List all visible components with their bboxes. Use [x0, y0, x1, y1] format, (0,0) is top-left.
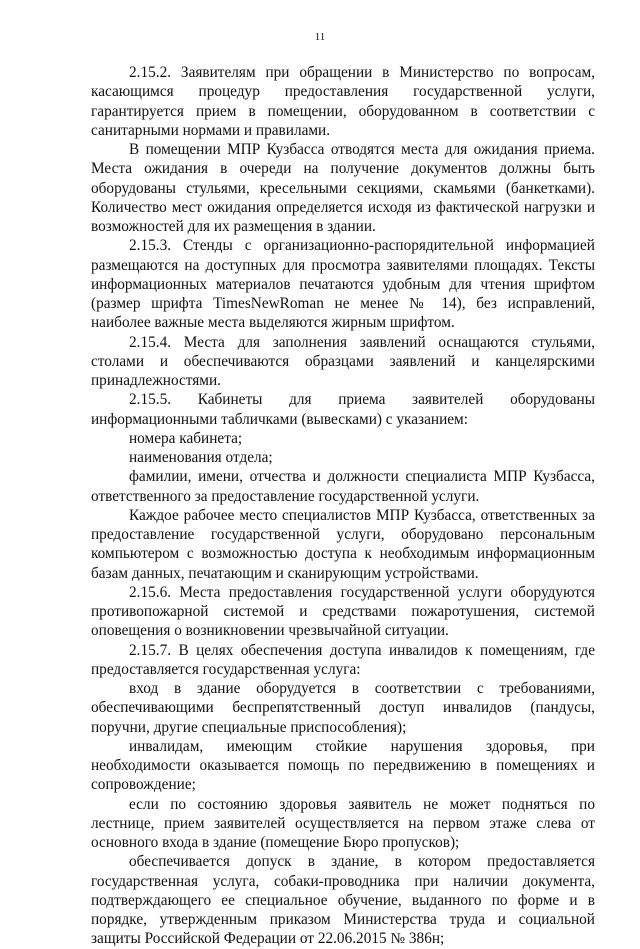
- paragraph-2-15-3: 2.15.3. Стенды с организационно-распорядительной информацией размещаются на доступных для просмотра заявителями площадях. Тексты информационных материалов печатаются удобным для чтения шрифтом (размер шрифта TimesNewRoman не менее № 14), без исправлений, наиболее важные места выделяются жирным шрифтом.: [91, 237, 595, 332]
- paragraph-2-15-7: 2.15.7. В целях обеспечения доступа инвалидов к помещениям, где предоставляется государственная услуга:: [91, 641, 595, 678]
- list-item-cabinet-number: номера кабинета;: [129, 429, 243, 447]
- paragraph-2-15-6: 2.15.6. Места предоставления государственной услуги оборудуются противопожарной системой и средствами пожаротушения, системой оповещения о возникновении чрезвычайной ситуации.: [91, 583, 595, 640]
- document-body: [91, 63, 595, 949]
- list-item-department-name: наименования отдела;: [129, 449, 273, 466]
- page-number: 11: [314, 31, 326, 43]
- list-item-specialist-name: фамилии, имени, отчества и должности специалиста МПР Кузбасса, ответственного за предоставление государственной услуги.: [91, 468, 595, 505]
- paragraph-2-15-2: 2.15.2. Заявителям при обращении в Министерство по вопросам, касающимся процедур предоставления государственной услуги, гарантируется прием в помещении, оборудованном в соответствии с санитарными нормами и правилами.: [91, 64, 595, 139]
- paragraph-waiting-area: В помещении МПР Кузбасса отводятся места для ожидания приема. Места ожидания в очереди на получение документов должны быть оборудованы стульями, кресельными секциями, скамьями (банкетками). Количество мест ожидания определяется исходя из фактической нагрузки и возможностей для их размещения в здании.: [91, 141, 595, 235]
- list-item-assistance: инвалидам, имеющим стойкие нарушения здоровья, при необходимости оказывается помощь по передвижению в помещениях и сопровождение;: [91, 737, 595, 794]
- list-item-entrance: вход в здание оборудуется в соответствии с требованиями, обеспечивающими беспрепятственный доступ инвалидов (пандусы, поручни, другие специальные приспособления);: [91, 680, 595, 736]
- paragraph-2-15-5: 2.15.5. Кабинеты для приема заявителей оборудованы информационными табличками (вывесками) с указанием:: [91, 391, 595, 428]
- list-item-first-floor: если по состоянию здоровья заявитель не может подняться по лестнице, прием заявителей осуществляется на первом этаже слева от основного входа в здание (помещение Бюро пропусков);: [91, 795, 595, 851]
- paragraph-2-15-4: 2.15.4. Места для заполнения заявлений оснащаются стульями, столами и обеспечиваются образцами заявлений и канцелярскими принадлежностями.: [91, 333, 595, 389]
- paragraph-workplaces: Каждое рабочее место специалистов МПР Кузбасса, ответственных за предоставление государственной услуги, оборудовано персональным компьютером с возможностью доступа к необходимым информационным базам данных, печатающим и сканирующим устройствами.: [91, 506, 595, 582]
- list-item-guide-dog: обеспечивается допуск в здание, в котором предоставляется государственная услуга, собаки-проводника при наличии документа, подтверждающего ее специальное обучение, выданного по форме и в порядке, утвержденным приказом Министерства труда и социальной защиты Российской Федерации от 22.06.2015 № 386н;: [91, 853, 595, 948]
